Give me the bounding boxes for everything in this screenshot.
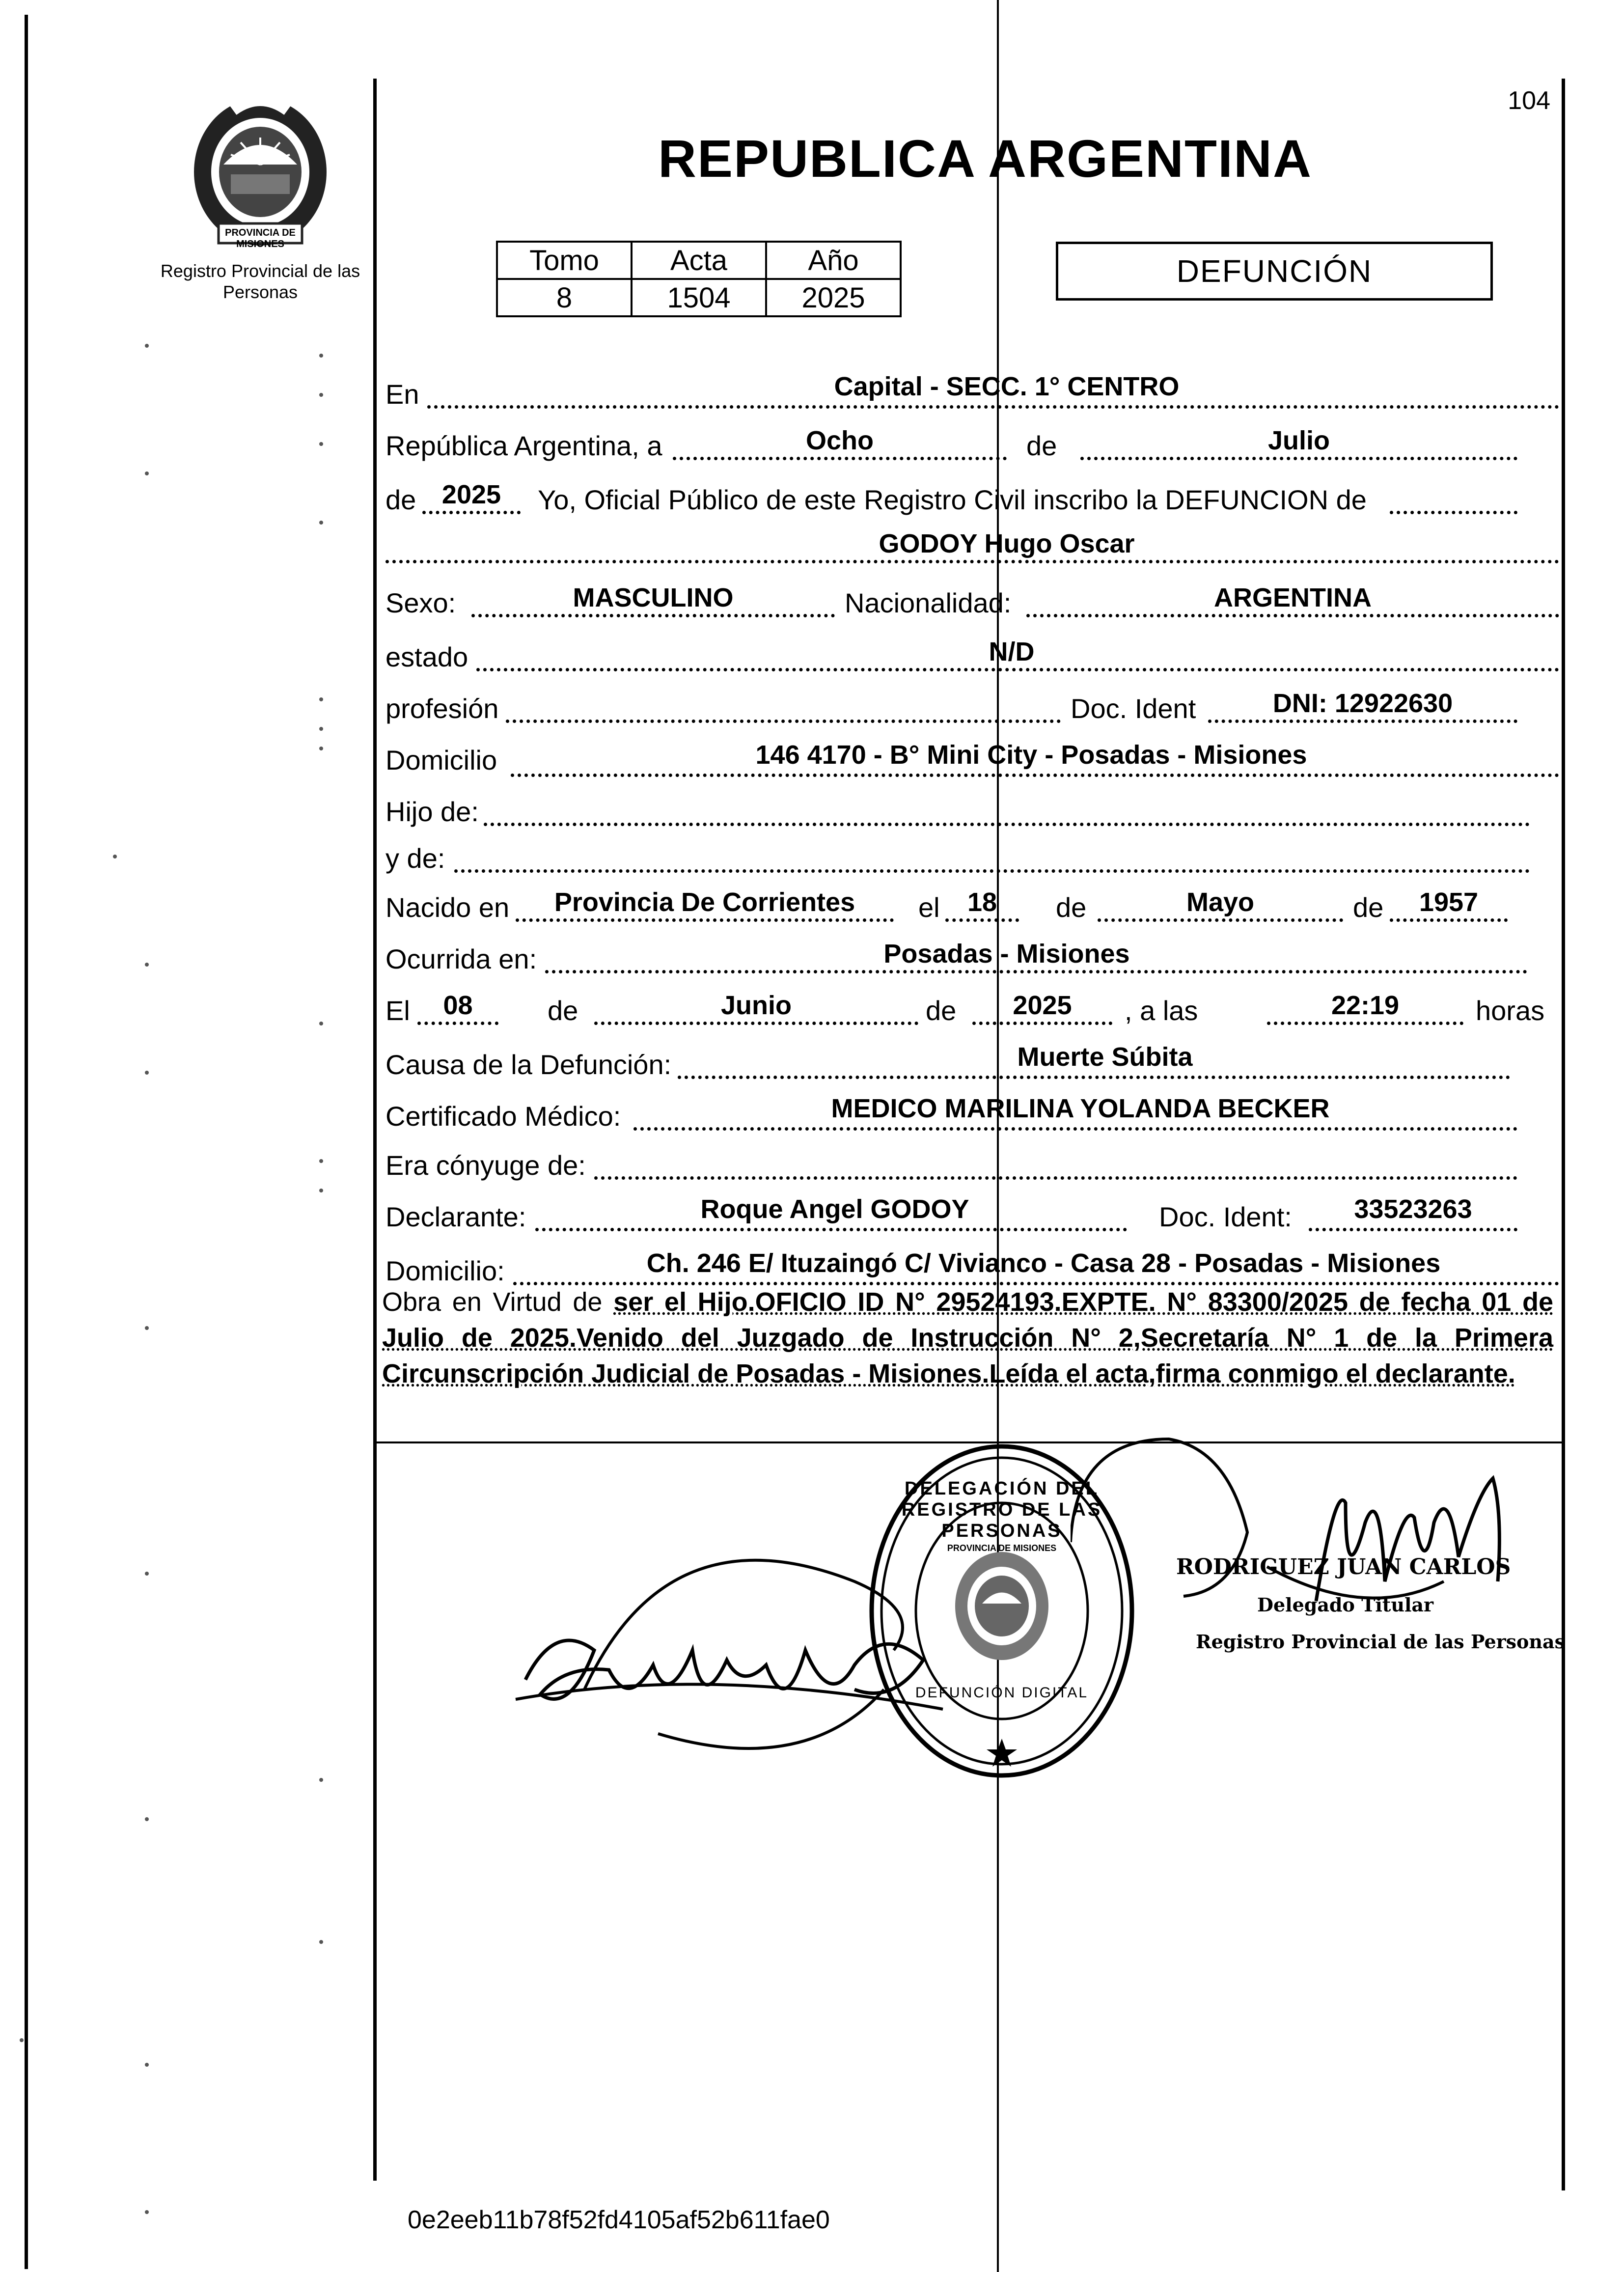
official-role: Delegado Titular xyxy=(1257,1594,1434,1616)
estado-value: N/D xyxy=(989,637,1035,666)
causa-value: Muerte Súbita xyxy=(1017,1042,1193,1072)
def-mes-line xyxy=(594,1022,918,1025)
ocurrida-value: Posadas - Misiones xyxy=(883,939,1130,969)
sexo-value: MASCULINO xyxy=(573,583,734,612)
page-title: REPUBLICA ARGENTINA xyxy=(658,129,1312,188)
ocurrida-label: Ocurrida en: xyxy=(385,943,537,974)
de-label-4: de xyxy=(1353,892,1384,923)
def-anio-value: 2025 xyxy=(1013,991,1072,1020)
anio-registro-value: 2025 xyxy=(441,480,501,509)
en-label: En xyxy=(385,379,419,410)
yde-line xyxy=(454,869,1530,873)
causa-label: Causa de la Defunción: xyxy=(385,1049,672,1080)
obra-paragraph xyxy=(382,1284,1553,1392)
form-right-rule xyxy=(1562,79,1565,2190)
provincial-logo xyxy=(184,91,336,253)
yde-label: y de: xyxy=(385,843,445,874)
stamp-inner-text: DEFUNCIÓN DIGITAL xyxy=(915,1685,1089,1701)
nacido-en-value: Provincia De Corrientes xyxy=(554,887,855,917)
doc2-label: Doc. Ident: xyxy=(1159,1201,1292,1232)
nacido-label: Nacido en xyxy=(385,892,510,923)
obra-text: ser el Hijo.OFICIO ID N° 29524193.EXPTE. N° 83300/2025 de fecha 01 de Julio de 2025.Venido del Juzgado de Instrucción N° 2,Secretaría N° 1 de la Primera Circunscripción Judicial de Posadas - Misiones.Leída el acta,firma conmigo el declarante. xyxy=(382,1287,1553,1388)
domicilio-label: Domicilio xyxy=(385,745,497,776)
de-label-6: de xyxy=(926,995,957,1026)
anio-registro-line xyxy=(422,511,521,514)
document-hash: 0e2eeb11b78f52fd4105af52b611fae0 xyxy=(408,2206,830,2234)
acta-value: 1504 xyxy=(632,279,766,316)
estado-line xyxy=(476,668,1559,671)
certificado-label: Certificado Médico: xyxy=(385,1101,621,1132)
conyuge-label: Era cónyuge de: xyxy=(385,1150,586,1181)
doc-label: Doc. Ident xyxy=(1071,693,1196,724)
nac-anio-line xyxy=(1390,918,1508,922)
declarante-label: Declarante: xyxy=(385,1201,526,1232)
de-label-1: de xyxy=(1026,430,1057,461)
anio-value: 2025 xyxy=(766,279,901,316)
stamp-ring-text: DELEGACIÓN DEL REGISTRO DE LAS PERSONAS xyxy=(901,1478,1102,1541)
sexo-label: Sexo: xyxy=(385,587,456,618)
certificado-line xyxy=(633,1127,1517,1131)
left-border-line xyxy=(25,15,28,2269)
document-type-box: DEFUNCIÓN xyxy=(1056,242,1493,301)
fallecido-value: GODOY Hugo Oscar xyxy=(879,529,1135,558)
profesion-label: profesión xyxy=(385,693,499,724)
profesion-line xyxy=(506,720,1061,723)
def-hora-line xyxy=(1267,1022,1463,1025)
declarante-value: Roque Angel GODOY xyxy=(700,1194,969,1224)
nac-dia-value: 18 xyxy=(967,887,997,917)
domicilio-line xyxy=(511,774,1559,777)
official-name: RODRIGUEZ JUAN CARLOS xyxy=(1176,1554,1511,1579)
hijo-line xyxy=(484,823,1530,826)
page-number: 104 xyxy=(1508,86,1550,115)
nac-dia-line xyxy=(945,918,1019,922)
anio-header: Año xyxy=(766,242,901,279)
ocurrida-line xyxy=(545,970,1527,973)
def-dia-value: 08 xyxy=(443,991,473,1020)
estado-label: estado xyxy=(385,641,468,672)
acta-header: Acta xyxy=(632,242,766,279)
def-hora-value: 22:19 xyxy=(1331,991,1400,1020)
en-line xyxy=(427,405,1559,409)
el-label: el xyxy=(918,892,940,923)
de-label-2: de xyxy=(385,484,416,515)
form-left-rule xyxy=(373,79,377,2181)
record-table xyxy=(496,241,902,317)
doc2-value: 33523263 xyxy=(1354,1194,1472,1224)
de-label-5: de xyxy=(548,995,578,1026)
nacionalidad-line xyxy=(1026,614,1559,617)
mes-registro-value: Julio xyxy=(1267,426,1330,455)
causa-line xyxy=(678,1076,1510,1079)
logo-text: PROVINCIA DE MISIONES xyxy=(225,227,296,249)
doc2-line xyxy=(1309,1228,1517,1231)
def-anio-line xyxy=(972,1022,1112,1025)
def-mes-value: Junio xyxy=(721,991,792,1020)
tomo-header: Tomo xyxy=(497,242,632,279)
el-label-2: El xyxy=(385,995,410,1026)
nac-mes-line xyxy=(1098,918,1343,922)
alas-label: , a las xyxy=(1125,995,1198,1026)
en-value: Capital - SECC. 1° CENTRO xyxy=(834,372,1180,401)
nacido-en-line xyxy=(516,918,894,922)
sexo-line xyxy=(471,614,835,617)
republica-label: República Argentina, a xyxy=(385,430,662,461)
yo-tail-line xyxy=(1390,511,1517,514)
center-fold-line xyxy=(997,0,999,2272)
stamp-center-text: PROVINCIA DE MISIONES xyxy=(947,1543,1057,1553)
dia-registro-value: Ocho xyxy=(805,426,874,455)
fallecido-line xyxy=(385,560,1559,563)
certificado-value: MEDICO MARILINA YOLANDA BECKER xyxy=(831,1094,1330,1123)
obra-prefix: Obra en Virtud de xyxy=(382,1287,603,1317)
nacionalidad-label: Nacionalidad: xyxy=(845,587,1012,618)
nac-anio-value: 1957 xyxy=(1419,887,1479,917)
de-label-3: de xyxy=(1056,892,1087,923)
horas-label: horas xyxy=(1476,995,1545,1026)
tomo-value: 8 xyxy=(497,279,632,316)
hijo-label: Hijo de: xyxy=(385,796,479,827)
def-dia-line xyxy=(417,1022,498,1025)
domicilio2-value: Ch. 246 E/ Ituzaingó C/ Vivianco - Casa 28 - Posadas - Misiones xyxy=(646,1248,1441,1278)
declarante-line xyxy=(535,1228,1127,1231)
dia-registro-line xyxy=(673,457,1007,460)
nac-mes-value: Mayo xyxy=(1186,887,1255,917)
conyuge-line xyxy=(594,1176,1517,1180)
official-office: Registro Provincial de las Personas xyxy=(1196,1631,1566,1653)
nacionalidad-value: ARGENTINA xyxy=(1214,583,1372,612)
mes-registro-line xyxy=(1080,457,1517,460)
registry-name: Registro Provincial de las Personas xyxy=(160,261,360,303)
domicilio2-label: Domicilio: xyxy=(385,1255,505,1286)
yo-text: Yo, Oficial Público de este Registro Civil inscribo la DEFUNCION de xyxy=(538,484,1367,515)
doc-value: DNI: 12922630 xyxy=(1272,689,1453,718)
domicilio-value: 146 4170 - B° Mini City - Posadas - Misiones xyxy=(755,740,1307,770)
doc-line xyxy=(1208,720,1517,723)
